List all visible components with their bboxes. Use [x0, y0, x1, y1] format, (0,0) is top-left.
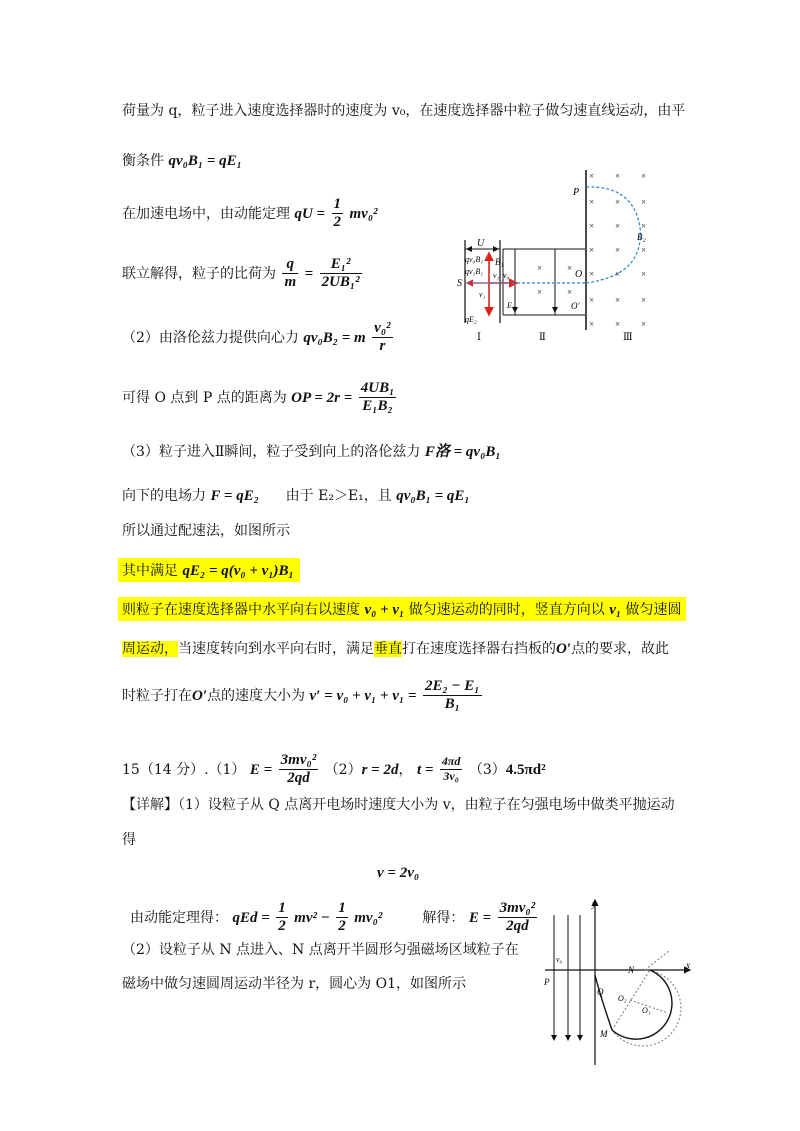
field-mark: ×	[589, 319, 595, 329]
label-region-III: Ⅲ	[623, 332, 633, 343]
label-O1: O₁	[642, 1006, 651, 1015]
text-line-2: 衡条件 qv₀B₁ = qE₁	[122, 153, 242, 169]
field-mark: ×	[615, 197, 621, 207]
label-v1-a: v₁	[493, 271, 500, 280]
label-Q: Q	[597, 987, 604, 997]
label-B2: B₂	[637, 232, 646, 242]
text-line-10: 其中满足 qE₂ = q(v₀ + v₁)B₁	[122, 563, 294, 579]
field-mark: ×	[641, 197, 647, 207]
label-M: M	[600, 1029, 608, 1039]
velocity-selector-figure	[455, 165, 665, 345]
label-qv1B1: qv₁B₁	[465, 267, 483, 276]
label-U: U	[477, 238, 485, 249]
field-mark: ×	[641, 171, 647, 181]
text-line-12: 周运动，当速度转向到水平向右时，满足垂直打在速度选择器右挡板的O′点的要求，故此	[122, 641, 670, 657]
field-mark: ×	[615, 245, 621, 255]
field-mark: ×	[615, 221, 621, 231]
text-line-20: 磁场中做匀速圆周运动半径为 r，圆心为 O1，如图所示	[122, 976, 466, 992]
text-line-19: （2）设粒子从 N 点进入、N 点离开半圆形匀强磁场区域粒子在	[122, 942, 519, 958]
label-qE2: qE₂	[465, 315, 477, 324]
text-line-9: 所以通过配速法，如图所示	[122, 523, 290, 539]
field-mark: ×	[567, 263, 573, 273]
text-line-15: 【详解】（1）设粒子从 Q 点离开电场时速度大小为 v，由粒子在匀强电场中做类平抛运动	[122, 797, 675, 813]
field-mark: ×	[615, 295, 621, 305]
text-line-1: 荷量为 q，粒子进入速度选择器时的速度为 v₀，在速度选择器中粒子做匀速直线运动，由平	[122, 103, 686, 119]
field-mark: ×	[615, 319, 621, 329]
field-mark: ×	[641, 245, 647, 255]
field-mark: ×	[589, 221, 595, 231]
label-B1: B₁	[495, 257, 504, 267]
text-line-4: 联立解得，粒子的比荷为 $\frac{q}{m}$ = $\frac{\text{E₁²}}{\text{2UB₁²}}$	[122, 256, 360, 291]
field-mark: ×	[589, 197, 595, 207]
text-line-6: 可得 O 点到 P 点的距离为 OP = 2r = $\frac{\text{4UB₁}}{\text{E₁B₂}}$	[122, 380, 395, 415]
label-E1: E₁	[507, 301, 515, 310]
text-line-8: 向下的电场力 F = qE₂ 由于 E₂＞E₁，且 qv₀B₁ = qE₁	[122, 488, 470, 504]
text-line-13: 时粒子打在O′点的速度大小为 v′ = v₀ + v₁ + v₁ = $\frac{\text{2E₂ − E₁}}{\text{B₁}}$	[122, 678, 480, 713]
field-mark: ×	[641, 221, 647, 231]
field-mark: ×	[589, 295, 595, 305]
label-v1-b: v₁	[479, 290, 486, 299]
field-mark: ×	[589, 269, 595, 279]
axis-x-label: x	[686, 960, 690, 970]
field-mark: ×	[537, 263, 543, 273]
label-region-II: Ⅱ	[539, 332, 546, 343]
label-O2: O₂	[618, 994, 627, 1003]
text-line-3: 在加速电场中，由动能定理 qU = $\frac{1}{2}$ mv₀²	[122, 196, 378, 231]
label-N: N	[628, 965, 635, 975]
text-line-7: （3）粒子进入Ⅱ瞬间，粒子受到向上的洛伦兹力 F洛 = qv₀B₁	[122, 444, 501, 460]
label-v0: v₀	[556, 955, 563, 964]
label-S: S	[457, 278, 462, 289]
label-O-prime: O′	[571, 301, 580, 311]
field-mark: ×	[567, 287, 573, 297]
text-line-16: 得	[122, 832, 136, 848]
label-P: P	[544, 977, 550, 987]
field-mark: ×	[615, 171, 621, 181]
field-mark: ×	[537, 287, 543, 297]
label-O: O	[575, 269, 583, 280]
text-line-14: 15（14 分）.（1） E = $\frac{\text{3mv₀²}}{2qd}$ （2）r = 2d， t = $\frac{4\pi d}{\text{3v₀}}$ （3）4.5πd²	[122, 752, 546, 787]
label-v0: v₀	[503, 271, 510, 280]
semicircle-field-figure	[540, 895, 700, 1075]
label-P: P	[573, 187, 580, 198]
text-line-11: 则粒子在速度选择器中水平向右以速度 v₀ + v₁ 做匀速运动的同时，竖直方向以 v₁ 做匀速圆	[122, 602, 682, 618]
field-mark: ×	[641, 295, 647, 305]
label-region-I: Ⅰ	[477, 332, 481, 343]
field-mark: ×	[641, 319, 647, 329]
text-line-18: 由动能定理得： qEd = $\frac{1}{2}$ mv² − $\frac{1}{2}$ mv₀² 解得： E = $\frac{\text{3mv₀²}}{2qd}$	[130, 900, 536, 935]
field-mark: ×	[589, 245, 595, 255]
label-qv0B1: qv₀B₁	[465, 255, 483, 264]
axis-y-label: y	[592, 899, 596, 909]
field-mark: ×	[589, 171, 595, 181]
field-mark: ×	[615, 269, 621, 279]
text-line-5: （2）由洛伦兹力提供向心力 qv₀B₂ = m $\frac{\text{v₀²}}{r}$	[122, 320, 391, 355]
field-mark: ×	[641, 269, 647, 279]
text-line-17: v = 2v₀	[377, 865, 420, 881]
